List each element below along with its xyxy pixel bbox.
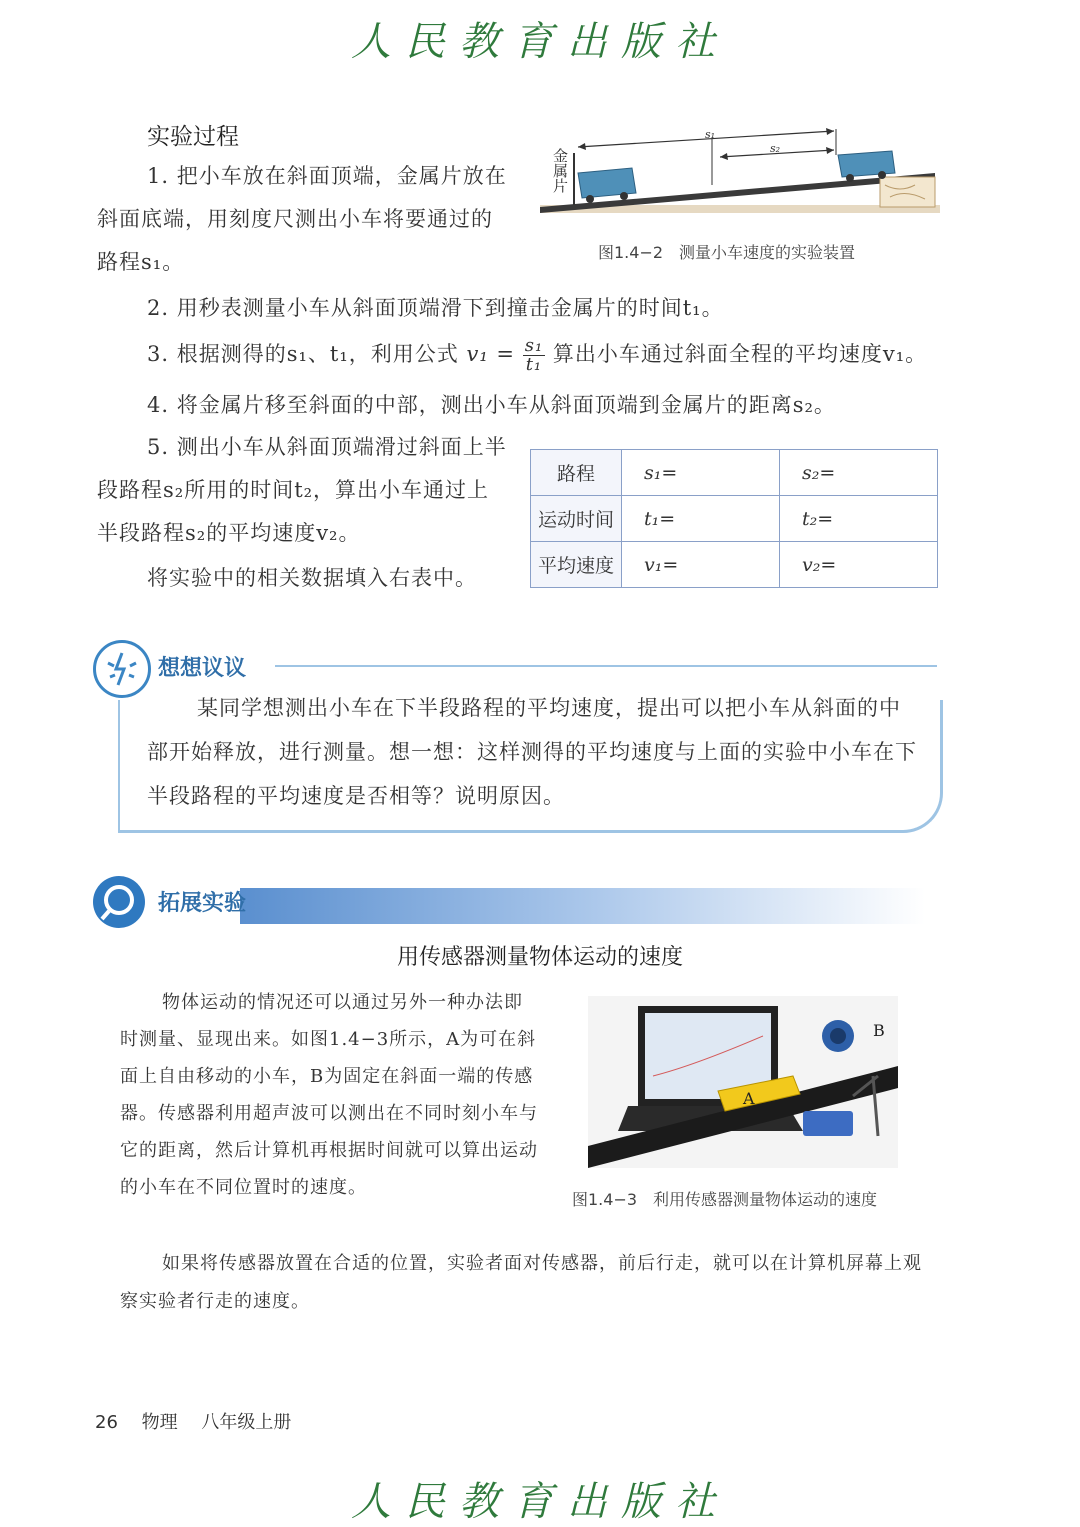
formula-denominator: t₁ [525, 354, 543, 375]
extension-title: 拓展实验 [158, 891, 247, 916]
table-cell: s₂= [780, 450, 938, 496]
magnifier-icon [93, 876, 145, 928]
page-footer [95, 1408, 291, 1434]
table-head-distance: 路程 [531, 450, 622, 496]
table-cell: v₁= [622, 542, 780, 588]
wood-block [880, 177, 935, 207]
label-s1: s₁ [705, 128, 716, 141]
sensor-photo [588, 996, 898, 1168]
step-5: 5. 测出小车从斜面顶端滑过斜面上半段路程s₂所用的时间t₂，算出小车通过上半段路程s₂的平均速度v₂。 [97, 435, 507, 545]
step-3-pre: 3. 根据测得的s₁、t₁，利用公式 [147, 342, 459, 366]
table-cell: s₁= [622, 450, 780, 496]
step-1: 1. 把小车放在斜面顶端，金属片放在斜面底端，用刻度尺测出小车将要通过的路程s₁。 [97, 164, 507, 274]
publisher-watermark-bottom: 人民教育出版社 [351, 1479, 729, 1525]
step-2: 2. 用秒表测量小车从斜面顶端滑下到撞击金属片的时间t₁。 [147, 296, 724, 320]
data-table [530, 449, 938, 588]
extension-paragraph-1: 物体运动的情况还可以通过另外一种办法即时测量、显现出来。如图1.4−3所示，A为可在斜面上自由移动的小车，B为固定在斜面一端的传感器。传感器利用超声波可以测出在不同时刻小车与它的距离，然后计算机再根据时间就可以算出运动的小车在不同位置时的速度。 [120, 992, 538, 1198]
table-head-speed: 平均速度 [531, 542, 622, 588]
step-3-post: 算出小车通过斜面全程的平均速度v₁。 [552, 342, 928, 366]
table-cell: t₁= [622, 496, 780, 542]
label-s2: s₂ [770, 142, 781, 155]
incline-apparatus-figure [540, 125, 945, 220]
table-cell: t₂= [780, 496, 938, 542]
page-number: 26 [95, 1412, 118, 1433]
table-row [531, 496, 938, 542]
step-4: 4. 将金属片移至斜面的中部，测出小车从斜面顶端到金属片的距离s₂。 [147, 393, 836, 417]
formula-lhs: v₁ = [466, 342, 516, 366]
step-3 [147, 333, 927, 376]
metal-plate-label: 金属片 [553, 147, 569, 195]
formula-fraction [523, 337, 545, 374]
lightbulb-icon [93, 640, 151, 698]
fill-note: 将实验中的相关数据填入右表中。 [147, 566, 477, 590]
table-head-time: 运动时间 [531, 496, 622, 542]
cart-left [578, 168, 636, 203]
publisher-watermark-top: 人民教育出版社 [351, 19, 729, 65]
figure-1-4-2-caption: 图1.4−2 测量小车速度的实验装置 [598, 243, 856, 262]
photo-label-a: A [743, 1089, 755, 1108]
discuss-title: 想想议议 [158, 656, 247, 681]
footer-grade: 八年级上册 [201, 1412, 292, 1433]
extension-paragraph-2: 如果将传感器放置在合适的位置，实验者面对传感器，前后行走，就可以在计算机屏幕上观察实验者行走的速度。 [120, 1253, 922, 1312]
figure-1-4-3-caption: 图1.4−3 利用传感器测量物体运动的速度 [572, 1190, 878, 1209]
extension-title-bar [240, 888, 925, 924]
table-row [531, 542, 938, 588]
extension-subtitle: 用传感器测量物体运动的速度 [396, 945, 683, 970]
table-row [531, 450, 938, 496]
formula-numerator: s₁ [524, 335, 544, 356]
discuss-top-rule [275, 665, 937, 667]
experiment-title: 实验过程 [147, 124, 239, 150]
footer-subject: 物理 [141, 1412, 178, 1433]
table-cell: v₂= [780, 542, 938, 588]
discuss-text: 某同学想测出小车在下半段路程的平均速度，提出可以把小车从斜面的中部开始释放，进行测量。想一想：这样测得的平均速度与上面的实验中小车在下半段路程的平均速度是否相等？说明原因。 [147, 696, 917, 808]
photo-label-b: B [873, 1021, 885, 1040]
